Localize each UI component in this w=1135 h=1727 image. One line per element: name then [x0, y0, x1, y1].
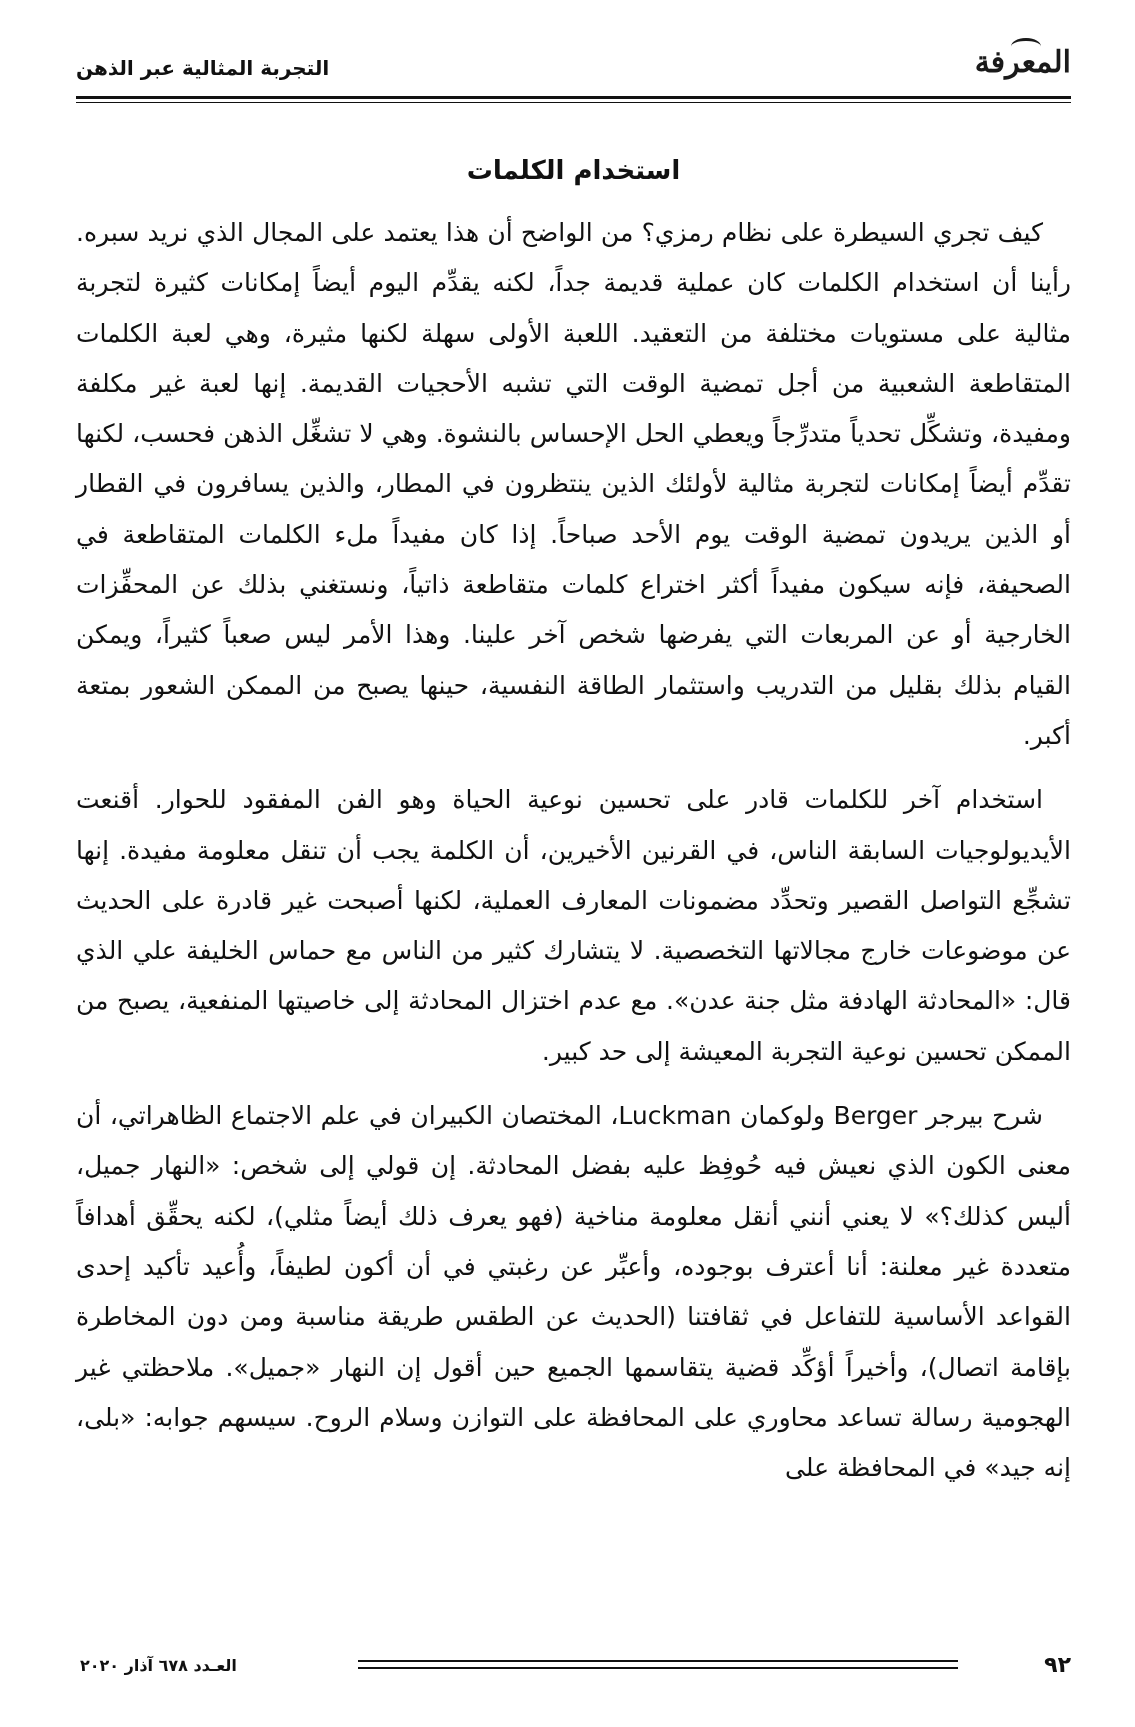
paragraph-1: كيف تجري السيطرة على نظام رمزي؟ من الواضح أن هذا يعتمد على المجال الذي نريد سبره. رأينا أن استخدام الكلمات كان عملية قديمة جداً، لكنه يقدِّم اليوم أيضاً إمكانات كثيرة لتجربة مثالية على مستويات مختلفة من التعقيد. اللعبة الأولى سهلة لكنها مثيرة، وهي لعبة الكلمات المتقاطعة الشعبية من أجل تمضية الوقت التي تشبه الأحجيات القديمة. إنها لعبة غير مكلفة ومفيدة، وتشكِّل تحدياً متدرِّجاً ويعطي الحل الإحساس بالنشوة. وهي لا تشغِّل الذهن فحسب، لكنها تقدِّم أيضاً إمكانات لتجربة مثالية لأولئك الذين ينتظرون في المطار، والذين يسافرون في القطار أو الذين يريدون تمضية الوقت يوم الأحد صباحاً. إذا كان مفيداً ملء الكلمات المتقاطعة في الصحيفة، فإنه سيكون مفيداً أكثر اختراع كلمات متقاطعة ذاتياً، ونستغني بذلك عن المحفِّزات الخارجية أو عن المربعات التي يفرضها شخص آخر علينا. وهذا الأمر ليس صعباً كثيراً، ويمكن القيام بذلك بقليل من التدريب واستثمار الطاقة النفسية، حينها يصبح من الممكن الشعور بمتعة أكبر. — [76, 218, 1071, 750]
paragraph-3: شرح بيرجر Berger ولوكمان Luckman، المختصان الكبيران في علم الاجتماع الظاهراتي، أن معنى الكون الذي نعيش فيه حُوفِظ عليه بفضل المحادثة. إن قولي إلى شخص: «النهار جميل، أليس كذلك؟» لا يعني أنني أنقل معلومة مناخية (فهو يعرف ذلك أيضاً مثلي)، لكنه يحقِّق أهدافاً متعددة غير معلنة: أنا أعترف بوجوده، وأعبِّر عن رغبتي في أن أكون لطيفاً، وأُعيد تأكيد إحدى القواعد الأساسية للتفاعل في ثقافتنا (الحديث عن الطقس طريقة مناسبة ومن دون المخاطرة بإقامة اتصال)، وأخيراً أؤكِّد قضية يتقاسمها الجميع حين أقول إن النهار «جميل». ملاحظتي غير الهجومية رسالة تساعد محاوري على المحافظة على التوازن وسلام الروح. سيسهم جوابه: «بلى، إنه جيد» في المحافظة على — [76, 1101, 1071, 1483]
footer-rule-top — [358, 1660, 958, 1662]
logo-ornament-icon — [1011, 38, 1041, 55]
footer-rule-bottom — [358, 1667, 958, 1669]
magazine-logo: المعرفة — [974, 45, 1071, 80]
page-number: ٩٢ — [1044, 1653, 1071, 1678]
issue-label: العـدد ٦٧٨ آذار ٢٠٢٠ — [80, 1656, 237, 1675]
header-rule-thin — [76, 102, 1071, 103]
page-header — [76, 40, 1071, 90]
header-rule-thick — [76, 96, 1071, 99]
paragraph-2: استخدام آخر للكلمات قادر على تحسين نوعية الحياة وهو الفن المفقود للحوار. أقنعت الأيديولوجيات السابقة الناس، في القرنين الأخيرين، أن الكلمة يجب أن تنقل معلومة مفيدة. إنها تشجِّع التواصل القصير وتحدِّد مضمونات المعارف العملية، لكنها أصبحت غير قادرة على الحديث عن موضوعات خارج مجالاتها التخصصية. لا يتشارك كثير من الناس مع حماس الخليفة علي الذي قال: «المحادثة الهادفة مثل جنة عدن». مع عدم اختزال المحادثة إلى خاصيتها المنفعية، يصبح من الممكن تحسين نوعية التجربة المعيشة إلى حد كبير. — [76, 785, 1071, 1066]
running-title: التجربة المثالية عبر الذهن — [76, 56, 330, 80]
article-body — [76, 208, 1071, 1507]
section-title: استخدام الكلمات — [466, 156, 681, 186]
